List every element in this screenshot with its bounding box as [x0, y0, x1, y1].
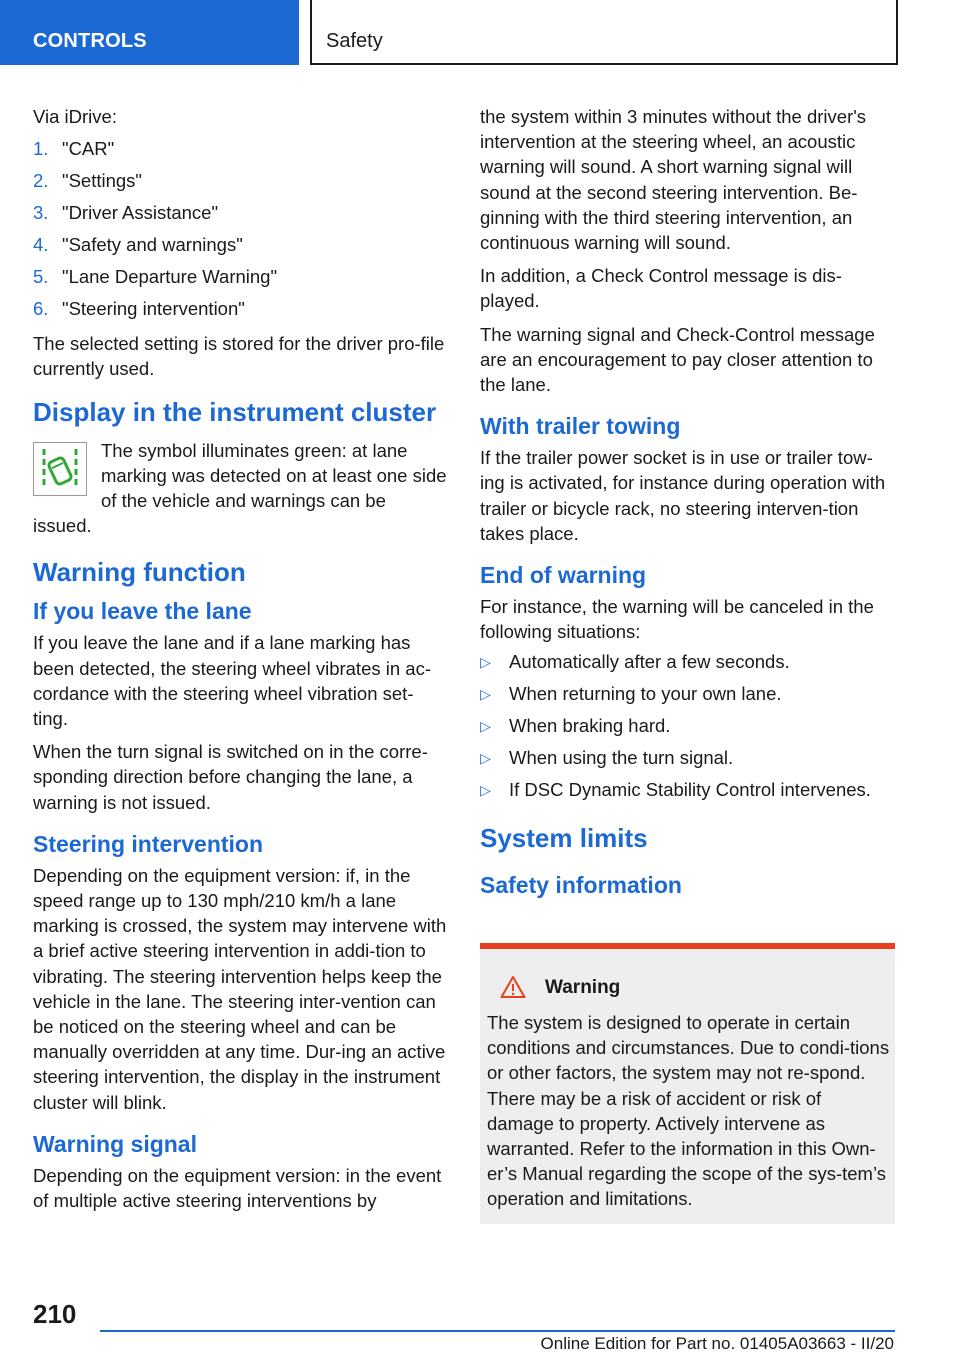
- step-number: 6.: [33, 298, 49, 320]
- step-text: "Lane Departure Warning": [62, 266, 278, 288]
- list-item: [480, 742, 895, 774]
- step-item: [33, 229, 448, 261]
- warning-signal-text: Depending on the equipment version: in the event of multiple active steering interventions by: [33, 1164, 442, 1212]
- symbol-text: The symbol illuminates green: at lane marking was detected on at least one side of the vehicle and warnings can be issued.: [33, 439, 447, 537]
- triangle-bullet-icon: ▷: [480, 782, 491, 799]
- step-text: "Steering intervention": [62, 298, 245, 320]
- system-limits-heading: System limits: [480, 823, 648, 854]
- leave-lane-text-1: If you leave the lane and if a lane marking has been detected, the steering wheel vibrates in ac-cordance with the steering wheel vibration set-ting.: [33, 632, 431, 730]
- trailer-text: If the trailer power socket is in use or trailer tow-ing is activated, for instance during operation with trailer or bicycle rack, no steering interven-tion takes place.: [480, 447, 886, 544]
- step-text: "Safety and warnings": [62, 234, 243, 256]
- leave-lane-text-2: When the turn signal is switched on in the corre-sponding direction before changing the lane, a warning is not issued.: [33, 741, 428, 813]
- list-item-text: When using the turn signal.: [509, 747, 734, 769]
- lane-departure-icon: [33, 442, 87, 496]
- end-of-warning-list: [480, 646, 895, 806]
- continued-text: the system within 3 minutes without the driver's intervention at the steering wheel, an acoustic warning will sound. A short warning signal will sound at the second steering intervention. Be-ginning with the third steering intervention, an continuous warning will sound.: [480, 106, 867, 254]
- triangle-bullet-icon: ▷: [480, 686, 491, 703]
- step-item: [33, 261, 448, 293]
- trailer-heading: With trailer towing: [480, 413, 681, 440]
- header-chapter-tab: [310, 0, 898, 65]
- step-number: 2.: [33, 170, 49, 192]
- step-number: 3.: [33, 202, 49, 224]
- step-number: 5.: [33, 266, 49, 288]
- list-item: [480, 678, 895, 710]
- triangle-bullet-icon: ▷: [480, 750, 491, 767]
- end-of-warning-text: For instance, the warning will be canceled in the following situations:: [480, 596, 874, 643]
- step-text: "Driver Assistance": [62, 202, 219, 224]
- step-text: "Settings": [62, 170, 142, 192]
- footer-edition: Online Edition for Part no. 01405A03663 - II/20: [540, 1334, 894, 1353]
- header-section-label: CONTROLS: [33, 30, 147, 52]
- triangle-bullet-icon: ▷: [480, 718, 491, 735]
- step-item: [33, 293, 448, 325]
- intro-text: Via iDrive:: [33, 106, 117, 127]
- step-number: 4.: [33, 234, 49, 256]
- list-item: [480, 774, 895, 806]
- steering-text: Depending on the equipment version: if, in the speed range up to 130 mph/210 km/h a lane marking is crossed, the system may intervene with a brief active steering intervention in addi-tion to vibrating. The steering intervention helps keep the vehicle in the lane. The steering inter-vention can be noticed on the steering wheel and can be manually overridden at any time. Dur-ing an active steering intervention, the display in the instrument cluster will blink.: [33, 864, 447, 1113]
- warning-text: The system is designed to operate in certain conditions and circumstances. Due to condi-tions or other factors, the system may not re-spond. There may be a risk of accident or risk of damage to property. Actively intervene as warranted. Refer to the information in this Own-er’s Manual regarding the scope of the sys-tem’s operation and limitations.: [487, 1012, 890, 1210]
- end-of-warning-heading: End of warning: [480, 562, 647, 589]
- step-item: [33, 165, 448, 197]
- step-item: [33, 197, 448, 229]
- list-item-text: When returning to your own lane.: [509, 683, 782, 705]
- header-chapter-label: Safety: [326, 30, 383, 52]
- symbol-block: [33, 438, 448, 539]
- warning-signal-heading: Warning signal: [33, 1130, 197, 1157]
- check-control-text: In addition, a Check Control message is dis-played.: [480, 265, 842, 312]
- encouragement-text: The warning signal and Check-Control message are an encouragement to pay closer attention to the lane.: [480, 323, 875, 396]
- list-item: [480, 646, 895, 678]
- footer-divider: [100, 1330, 895, 1332]
- header-section-tab: [0, 0, 299, 65]
- step-item: [33, 133, 448, 165]
- stored-note: The selected setting is stored for the driver pro-file currently used.: [33, 333, 445, 380]
- warning-triangle-icon: [500, 975, 526, 999]
- right-column: [480, 104, 895, 904]
- step-number: 1.: [33, 138, 49, 160]
- triangle-bullet-icon: ▷: [480, 654, 491, 671]
- safety-information-heading: Safety information: [480, 872, 682, 899]
- warning-label: Warning: [545, 977, 621, 998]
- idrive-steps: [33, 133, 448, 325]
- display-heading: Display in the instrument cluster: [33, 396, 437, 427]
- list-item-text: When braking hard.: [509, 715, 671, 737]
- left-column: [33, 104, 448, 1221]
- list-item: [480, 710, 895, 742]
- warning-box: [480, 943, 895, 1224]
- leave-lane-heading: If you leave the lane: [33, 598, 252, 625]
- warning-function-heading: Warning function: [33, 557, 246, 588]
- list-item-text: Automatically after a few seconds.: [509, 651, 790, 673]
- page-number: 210: [33, 1299, 77, 1329]
- steering-heading: Steering intervention: [33, 830, 264, 857]
- list-item-text: If DSC Dynamic Stability Control intervenes.: [509, 779, 871, 801]
- step-text: "CAR": [62, 138, 115, 160]
